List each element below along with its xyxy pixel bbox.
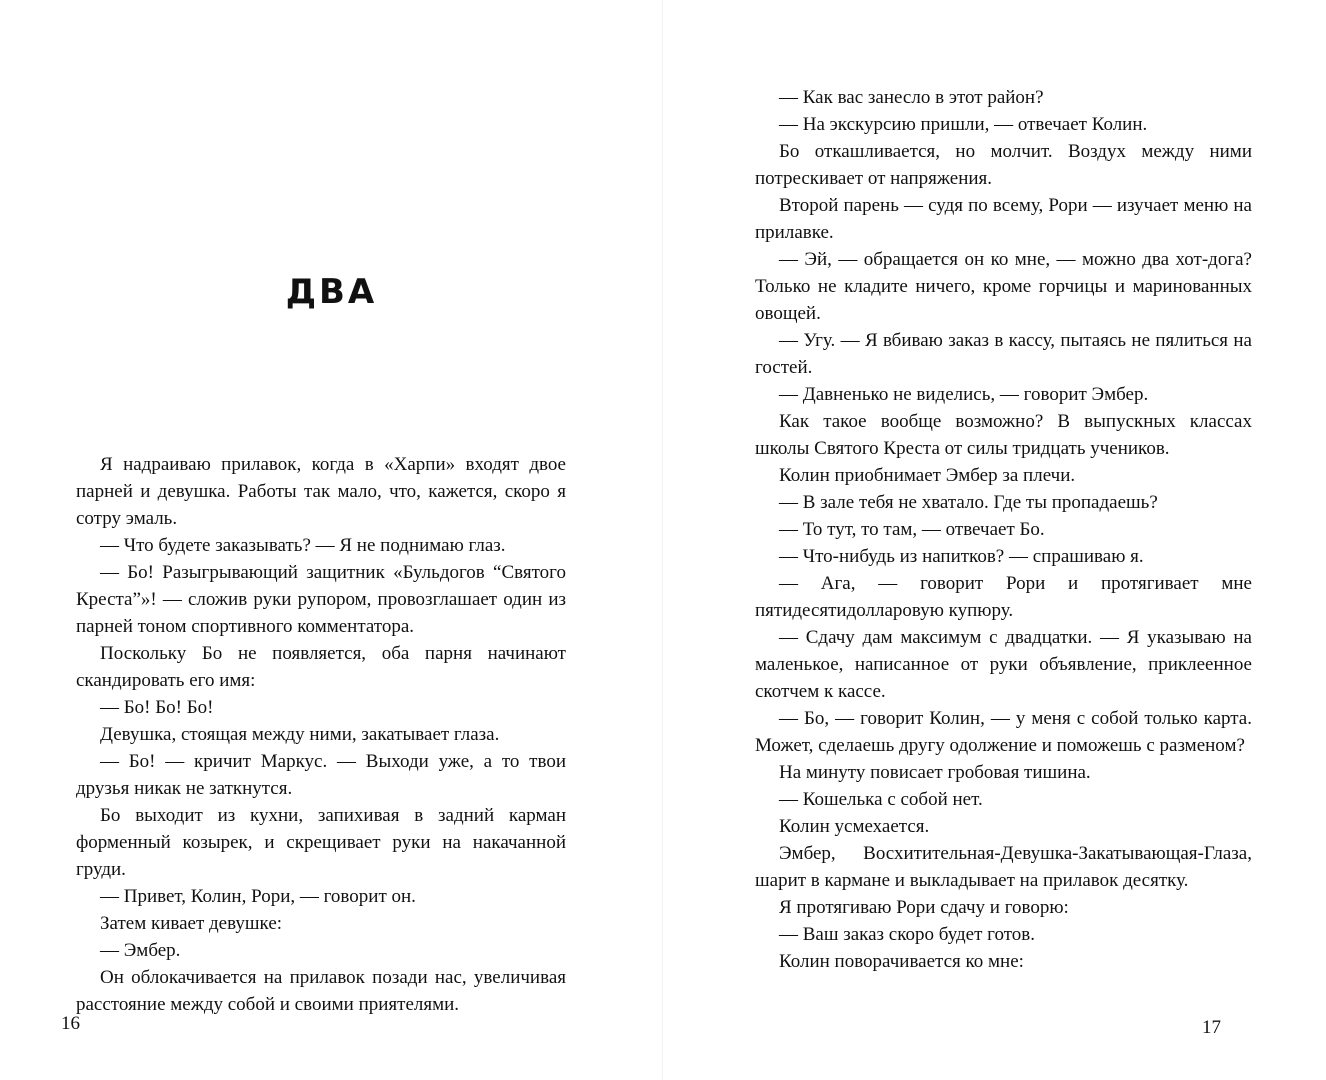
- paragraph: Он облокачивается на прилавок позади нас, увеличивая расстояние между собой и своими приятелями.: [76, 967, 566, 1015]
- paragraph: — Кошелька с собой нет.: [779, 789, 983, 810]
- paragraph: Эмбер, Восхитительная-Девушка-Закатывающая-Глаза, шарит в кармане и выкладывает на прилавок десятку.: [755, 843, 1252, 891]
- paragraph: Колин приобнимает Эмбер за плечи.: [779, 465, 1076, 486]
- paragraph: — Бо! Бо! Бо!: [100, 697, 214, 718]
- paragraph: — То тут, то там, — отвечает Бо.: [779, 519, 1045, 540]
- paragraph: — Давненько не виделись, — говорит Эмбер.: [779, 384, 1149, 405]
- paragraph: Бо откашливается, но молчит. Воздух между ними потрескивает от напряжения.: [755, 141, 1252, 189]
- paragraph: На минуту повисает гробовая тишина.: [779, 762, 1091, 783]
- paragraph: — Что-нибудь из напитков? — спрашиваю я.: [779, 546, 1144, 567]
- right-page: [663, 0, 1326, 1080]
- paragraph: Я протягиваю Рори сдачу и говорю:: [779, 897, 1069, 918]
- paragraph: Бо выходит из кухни, запихивая в задний карман форменный козырек, и скрещивает руки на накачанной груди.: [76, 805, 566, 880]
- paragraph: — Эй, — обращается он ко мне, — можно два хот-дога? Только не кладите ничего, кроме горчицы и маринованных овощей.: [755, 249, 1252, 324]
- paragraph: — Ага, — говорит Рори и протягивает мне пятидесятидолларовую купюру.: [755, 573, 1252, 621]
- paragraph: — Привет, Колин, Рори, — говорит он.: [100, 886, 416, 907]
- paragraph: Девушка, стоящая между ними, закатывает глаза.: [100, 724, 500, 745]
- paragraph: Колин усмехается.: [779, 816, 930, 837]
- paragraph: Колин поворачивается ко мне:: [779, 951, 1024, 972]
- paragraph: Второй парень — судя по всему, Рори — изучает меню на прилавке.: [755, 195, 1252, 243]
- paragraph: Затем кивает девушке:: [100, 913, 283, 934]
- paragraph: Поскольку Бо не появляется, оба парня начинают скандировать его имя:: [76, 643, 566, 691]
- paragraph: — Бо, — говорит Колин, — у меня с собой только карта. Может, сделаешь другу одолжение и поможешь с разменом?: [755, 708, 1252, 756]
- paragraph: — Бо! — кричит Маркус. — Выходи уже, а то твои друзья никак не заткнутся.: [76, 751, 566, 799]
- left-page-body: [76, 451, 566, 1018]
- paragraph: Я надраиваю прилавок, когда в «Харпи» входят двое парней и девушка. Работы так мало, что, кажется, скоро я сотру эмаль.: [76, 454, 566, 529]
- paragraph: — Бо! Разыгрывающий защитник «Бульдогов “Святого Креста”»! — сложив руки рупором, провозглашает один из парней тоном спортивного комментатора.: [76, 562, 566, 637]
- paragraph: — Как вас занесло в этот район?: [779, 87, 1044, 108]
- paragraph: — Эмбер.: [100, 940, 181, 961]
- paragraph: — В зале тебя не хватало. Где ты пропадаешь?: [779, 492, 1158, 513]
- paragraph: — Ваш заказ скоро будет готов.: [779, 924, 1035, 945]
- page-number-right: 17: [1202, 1017, 1221, 1038]
- paragraph: — На экскурсию пришли, — отвечает Колин.: [779, 114, 1148, 135]
- right-page-body: [755, 84, 1252, 975]
- paragraph: — Сдачу дам максимум с двадцатки. — Я указываю на маленькое, написанное от руки объявление, приклеенное скотчем к кассе.: [755, 627, 1252, 702]
- paragraph: — Угу. — Я вбиваю заказ в кассу, пытаясь не пялиться на гостей.: [755, 330, 1252, 378]
- paragraph: — Что будете заказывать? — Я не поднимаю глаз.: [100, 535, 506, 556]
- paragraph: Как такое вообще возможно? В выпускных классах школы Святого Креста от силы тридцать учеников.: [755, 411, 1252, 459]
- page-number-left: 16: [61, 1013, 80, 1034]
- chapter-title: ДВА: [285, 272, 378, 312]
